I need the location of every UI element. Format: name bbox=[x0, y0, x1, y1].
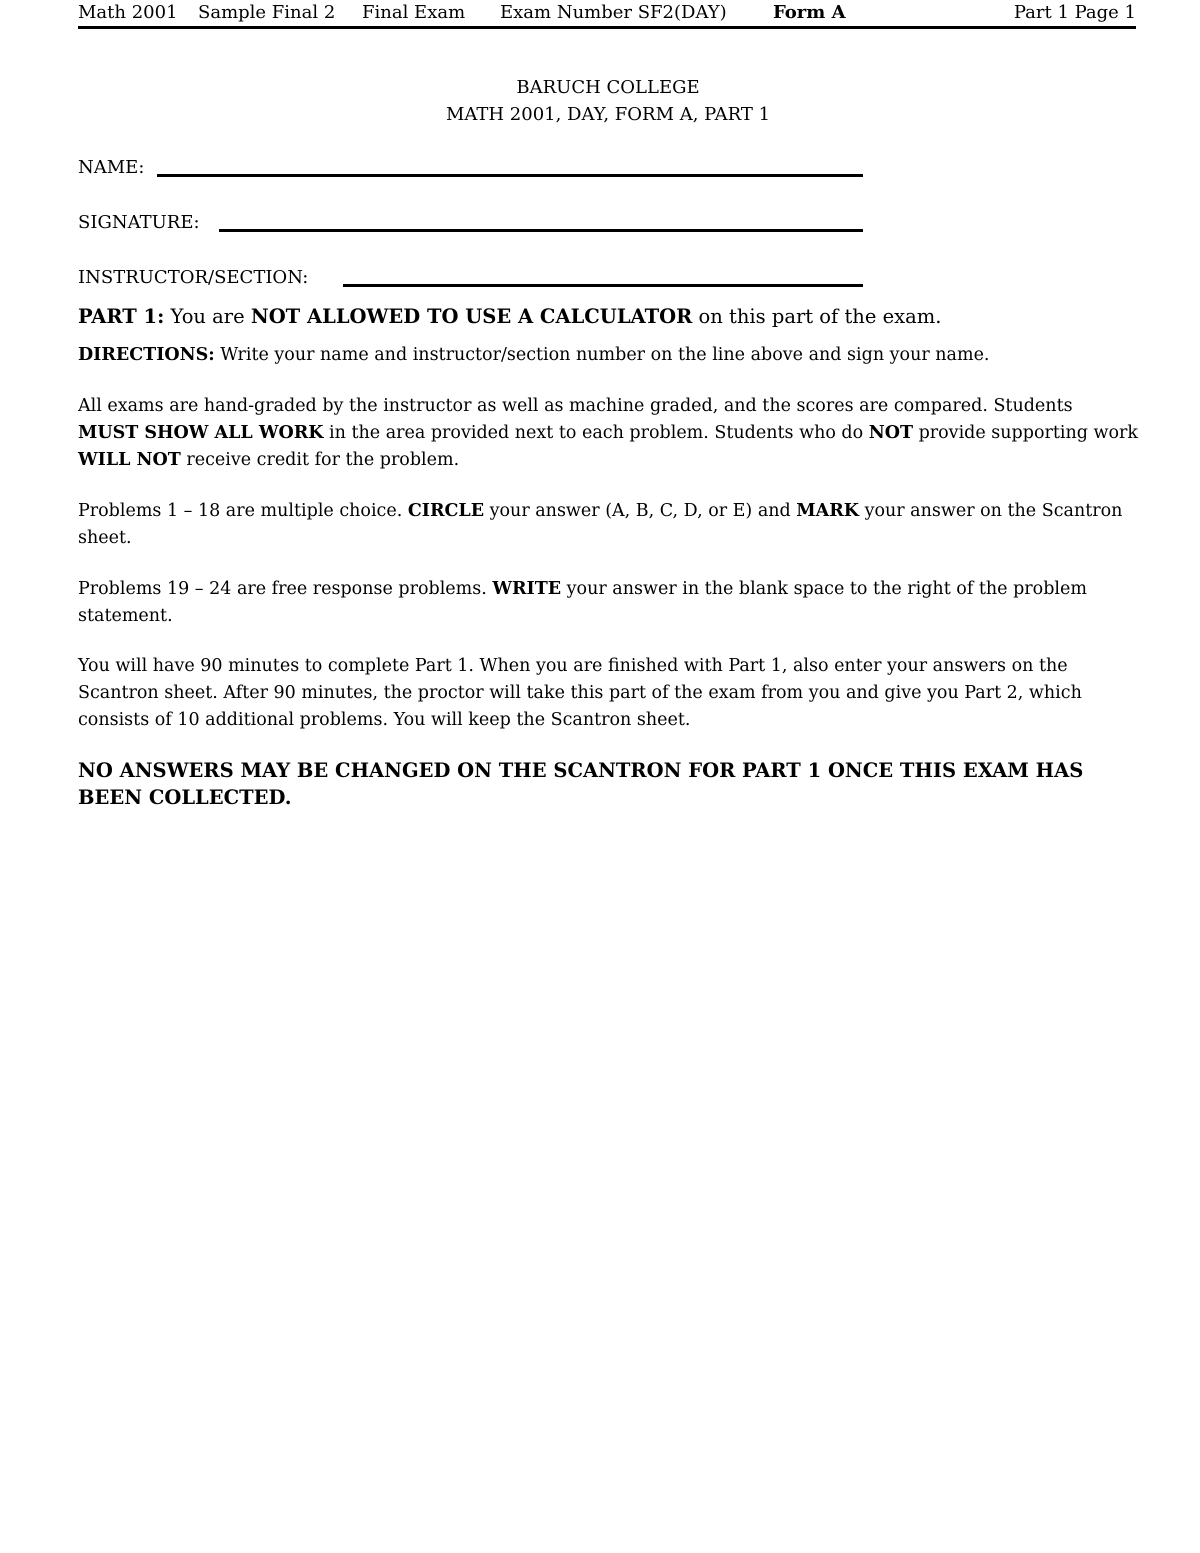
signature-line bbox=[219, 229, 863, 232]
part-notice-text1: You are bbox=[164, 305, 251, 328]
header-page-number: Part 1 Page 1 bbox=[1013, 2, 1136, 23]
mc-emphasis1: CIRCLE bbox=[407, 501, 485, 521]
grading-text4: receive credit for the problem. bbox=[180, 450, 460, 470]
title-block bbox=[78, 74, 1138, 128]
grading-emphasis2: NOT bbox=[868, 423, 914, 443]
header-form: Form A bbox=[773, 2, 846, 23]
grading-emphasis3: WILL NOT bbox=[78, 450, 181, 470]
header-course: Math 2001 bbox=[78, 2, 178, 23]
multiple-choice-paragraph bbox=[78, 498, 1138, 552]
mc-text2: your answer (A, B, C, D, or E) and bbox=[484, 501, 797, 521]
name-line bbox=[157, 174, 863, 177]
header-exam-type: Final Exam bbox=[362, 2, 466, 23]
grading-text2: in the area provided next to each problem. Students who do bbox=[323, 423, 869, 443]
part-notice-prefix: PART 1: bbox=[78, 305, 165, 328]
grading-emphasis1: MUST SHOW ALL WORK bbox=[78, 423, 324, 443]
fr-emphasis1: WRITE bbox=[492, 579, 562, 599]
signature-label: SIGNATURE: bbox=[78, 212, 200, 233]
mc-emphasis2: MARK bbox=[796, 501, 859, 521]
college-title: BARUCH COLLEGE bbox=[516, 77, 700, 98]
directions-label: DIRECTIONS: bbox=[78, 345, 215, 365]
part-notice-text2: on this part of the exam. bbox=[692, 305, 942, 328]
instructor-section-label: INSTRUCTOR/SECTION: bbox=[78, 267, 309, 288]
directions-text: Write your name and instructor/section number on the line above and sign your name. bbox=[214, 345, 990, 365]
time-paragraph: You will have 90 minutes to complete Part 1. When you are finished with Part 1, also enter your answers on the Scantron sheet. After 90 minutes, the proctor will take this part of the exam from you and give you Part 2, which consists of 10 additional problems. You will keep the Scantron sheet. bbox=[78, 656, 1082, 730]
free-response-paragraph bbox=[78, 576, 1138, 630]
fr-text2: your answer in the blank space to the right of the problem statement. bbox=[78, 579, 1087, 626]
grading-text3: provide supporting work bbox=[913, 423, 1138, 443]
exam-subtitle: MATH 2001, DAY, FORM A, PART 1 bbox=[445, 104, 771, 125]
fr-text1: Problems 19 – 24 are free response problems. bbox=[78, 579, 493, 599]
mc-text1: Problems 1 – 18 are multiple choice. bbox=[78, 501, 408, 521]
mc-text3: your answer on the Scantron sheet. bbox=[78, 501, 1123, 548]
header-rule bbox=[78, 26, 1136, 29]
grading-paragraph bbox=[78, 393, 1138, 474]
part-notice bbox=[78, 303, 1138, 330]
instructor-section-line bbox=[343, 284, 863, 287]
header-exam-number: Exam Number SF2(DAY) bbox=[500, 2, 727, 23]
part-notice-emphasis: NOT ALLOWED TO USE A CALCULATOR bbox=[250, 305, 693, 328]
running-header bbox=[78, 2, 1136, 26]
header-sample: Sample Final 2 bbox=[198, 2, 336, 23]
warning-paragraph: NO ANSWERS MAY BE CHANGED ON THE SCANTRON FOR PART 1 ONCE THIS EXAM HAS BEEN COLLECTED. bbox=[78, 759, 1084, 809]
grading-text1: All exams are hand-graded by the instructor as well as machine graded, and the scores are compared. Students bbox=[78, 396, 1073, 416]
directions-paragraph bbox=[78, 342, 1138, 369]
name-label: NAME: bbox=[78, 157, 145, 178]
